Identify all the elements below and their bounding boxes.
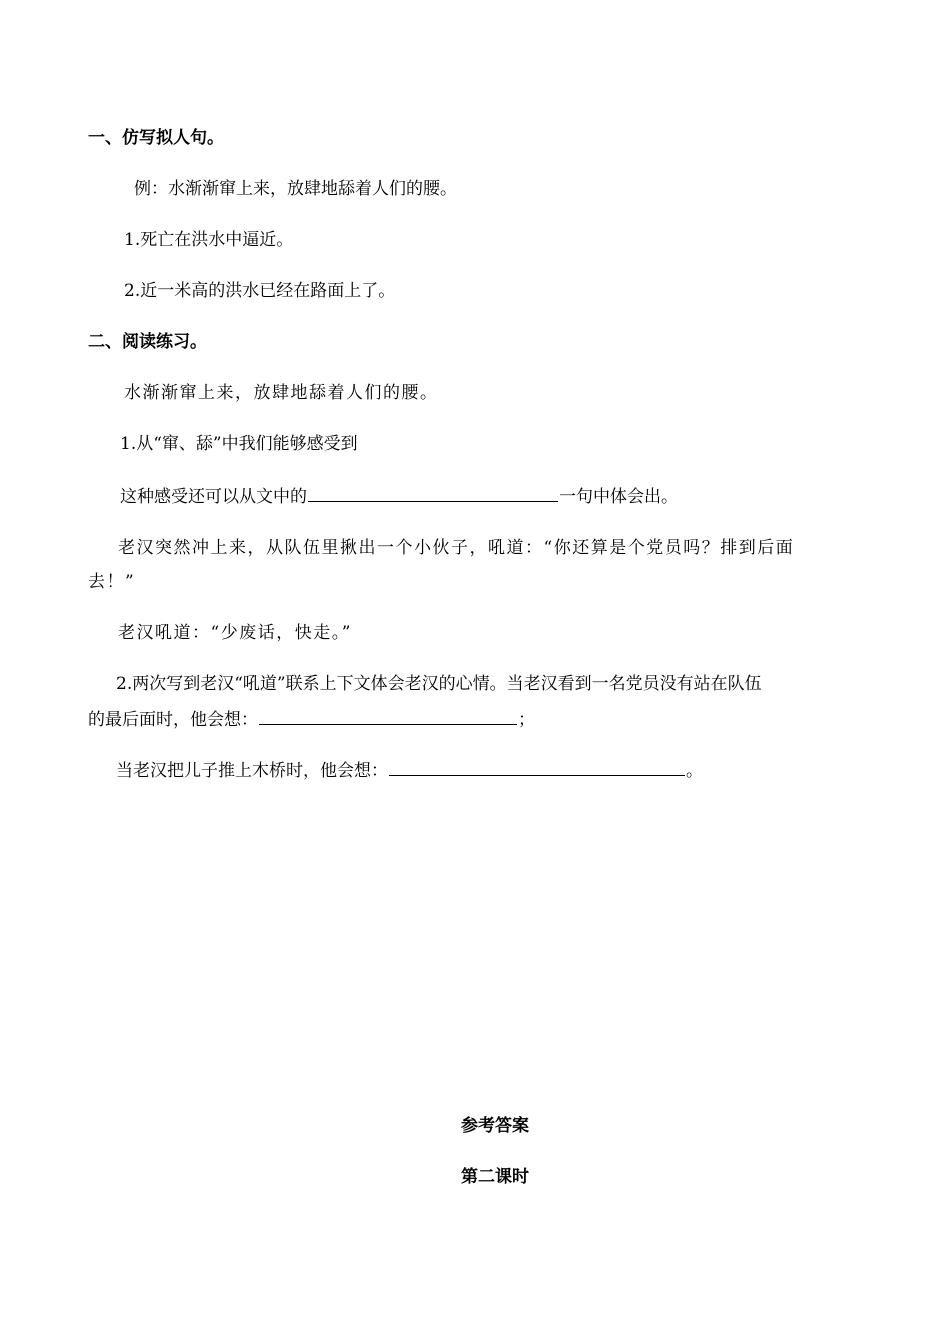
question-1-followup-prefix: 这种感受还可以从文中的	[120, 487, 307, 507]
question-2-line2-suffix: ；	[518, 710, 535, 730]
question-1-followup	[120, 483, 678, 509]
reading-passage-3: 老汉吼道：“少废话，快走。”	[118, 623, 352, 643]
question-2-line3-suffix: 。	[686, 761, 703, 781]
question-2-line2	[88, 706, 535, 732]
section2-heading: 二、阅读练习。	[88, 332, 207, 352]
question-2-line2-prefix: 的最后面时，他会想：	[88, 710, 258, 730]
section1-heading: 一、仿写拟人句。	[88, 128, 224, 148]
question-2-prompt: 2.两次写到老汉“吼道”联系上下文体会老汉的心情。当老汉看到一名党员没有站在队伍	[116, 674, 762, 694]
exercise-item-2: 2.近一米高的洪水已经在路面上了。	[124, 281, 396, 301]
answers-subtitle: 第二课时	[461, 1167, 529, 1187]
question-2-line3	[116, 757, 703, 783]
reading-passage-2-line2: 去！”	[88, 572, 136, 592]
question-2-line3-prefix: 当老汉把儿子推上木桥时，他会想：	[116, 761, 388, 781]
answer-blank-3[interactable]	[389, 757, 685, 776]
reading-passage-1: 水渐渐窜上来，放肆地舔着人们的腰。	[124, 383, 439, 403]
example-sentence: 例：水渐渐窜上来，放肆地舔着人们的腰。	[134, 179, 457, 199]
answers-title: 参考答案	[461, 1116, 529, 1136]
question-1-followup-suffix: 一句中体会出。	[559, 487, 678, 507]
answer-blank-2[interactable]	[259, 706, 517, 725]
question-1-prompt: 1.从“窜、舔”中我们能够感受到	[120, 434, 358, 454]
answer-blank-1[interactable]	[308, 483, 558, 502]
exercise-item-1: 1.死亡在洪水中逼近。	[124, 230, 294, 250]
reading-passage-2-line1: 老汉突然冲上来，从队伍里揪出一个小伙子，吼道：“你还算是个党员吗？排到后面	[118, 538, 795, 558]
